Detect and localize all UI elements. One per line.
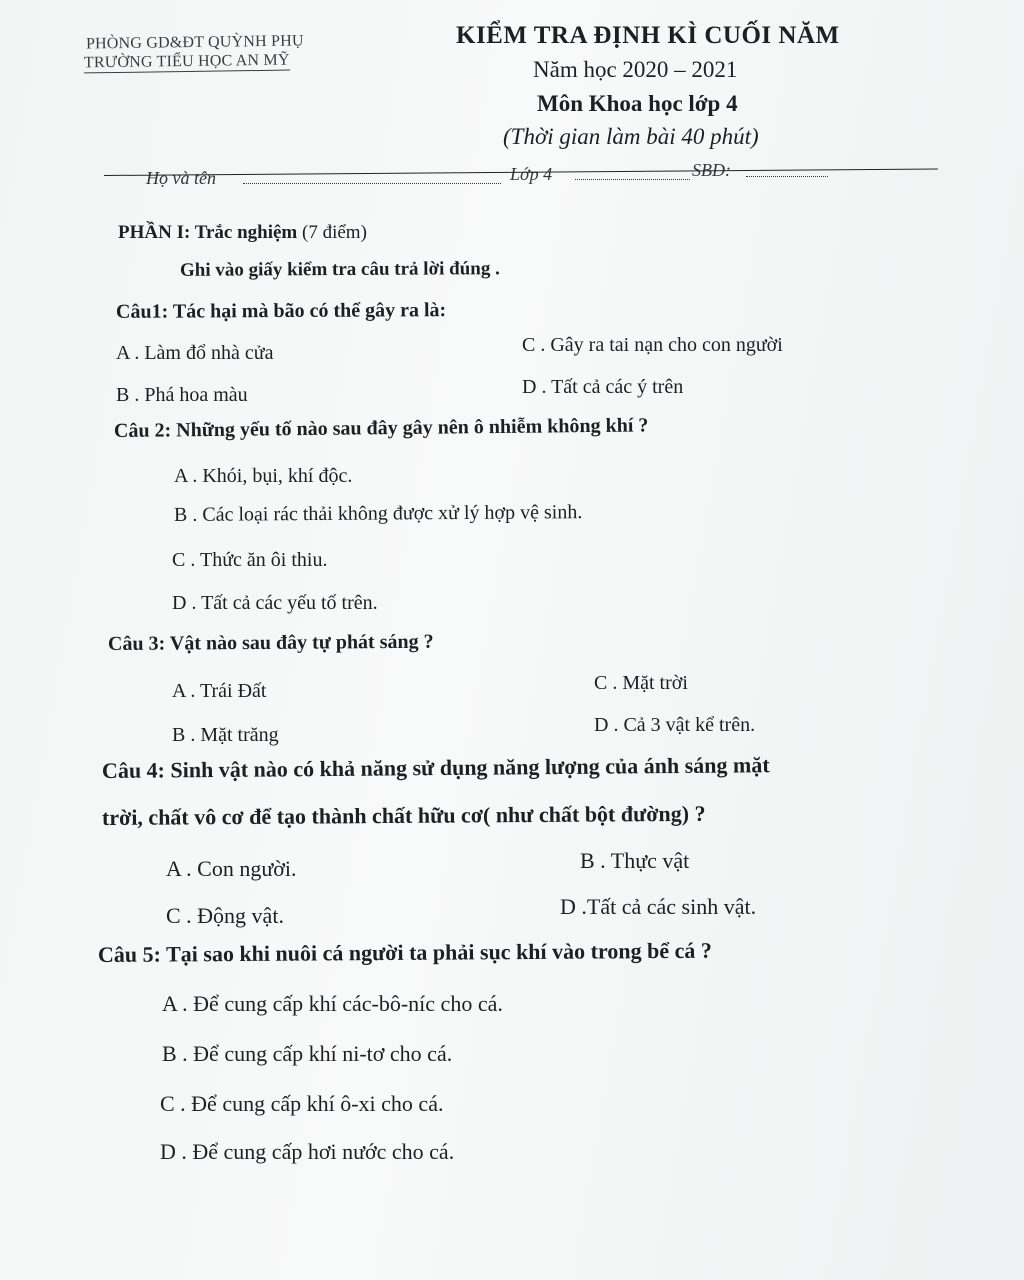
sbd-blank[interactable]	[746, 158, 828, 177]
q4-option-c: C . Động vật.	[166, 903, 284, 928]
q4-option-b: B . Thực vật	[580, 848, 690, 873]
q1-option-b: B . Phá hoa màu	[116, 384, 248, 406]
q2-option-b: B . Các loại rác thải không được xử lý hợp vệ sinh.	[173, 501, 583, 526]
class-label: Lớp 4	[510, 164, 553, 184]
question-4-line-1: Câu 4: Sinh vật nào có khả năng sử dụng năng lượng của ánh sáng mặt	[101, 752, 770, 783]
question-2: Câu 2: Những yếu tố nào sau đây gây nên ô nhiễm không khí ?	[113, 414, 649, 442]
question-1: Câu1: Tác hại mà bão có thể gây ra là:	[115, 299, 447, 323]
q1-option-a: A . Làm đổ nhà cửa	[116, 342, 274, 364]
school-year: Năm học 2020 – 2021	[533, 57, 738, 82]
q2-option-a: A . Khói, bụi, khí độc.	[174, 465, 353, 487]
q3-option-b: B . Mặt trăng	[172, 724, 279, 746]
question-4-line-2: trời, chất vô cơ để tạo thành chất hữu cơ( như chất bột đường) ?	[101, 800, 706, 830]
q5-option-b: B . Để cung cấp khí ni-tơ cho cá.	[162, 1041, 453, 1066]
q1-option-d: D . Tất cả các ý trên	[522, 376, 684, 398]
q2-option-d: D . Tất cả các yếu tố trên.	[172, 592, 378, 614]
q3-option-c: C . Mặt trời	[594, 672, 688, 694]
q3-option-a: A . Trái Đất	[172, 680, 267, 702]
department-name: PHÒNG GD&ĐT QUỲNH PHỤ	[85, 32, 304, 53]
q5-option-c: C . Để cung cấp khí ô-xi cho cá.	[160, 1091, 444, 1116]
q3-option-d: D . Cả 3 vật kể trên.	[594, 714, 756, 736]
instruction-text: Ghi vào giấy kiểm tra câu trả lời đúng .	[179, 258, 500, 281]
q4-option-a: A . Con người.	[166, 856, 297, 881]
subject-title: Môn Khoa học lớp 4	[537, 91, 738, 116]
section-points: (7 điểm)	[302, 222, 367, 243]
q5-option-a: A . Để cung cấp khí các-bô-níc cho cá.	[162, 991, 503, 1016]
exam-duration: (Thời gian làm bài 40 phút)	[503, 124, 759, 149]
q5-option-d: D . Để cung cấp hơi nước cho cá.	[160, 1139, 455, 1164]
exam-title: KIỂM TRA ĐỊNH KÌ CUỐI NĂM	[456, 22, 840, 49]
q4-option-d: D .Tất cả các sinh vật.	[560, 894, 757, 919]
section-title	[118, 222, 367, 244]
section-name: PHẦN I: Trắc nghiệm	[118, 222, 298, 243]
q1-option-c: C . Gây ra tai nạn cho con người	[522, 334, 783, 356]
question-5: Câu 5: Tại sao khi nuôi cá người ta phải sục khí vào trong bể cá ?	[97, 937, 712, 967]
question-3: Câu 3: Vật nào sau đây tự phát sáng ?	[107, 630, 434, 655]
sbd-label: SBD:	[692, 160, 731, 180]
student-name-label: Họ và tên	[146, 168, 216, 188]
school-name: TRƯỜNG TIỂU HỌC AN MỸ	[83, 51, 290, 72]
q2-option-c: C . Thức ăn ôi thiu.	[172, 549, 328, 571]
